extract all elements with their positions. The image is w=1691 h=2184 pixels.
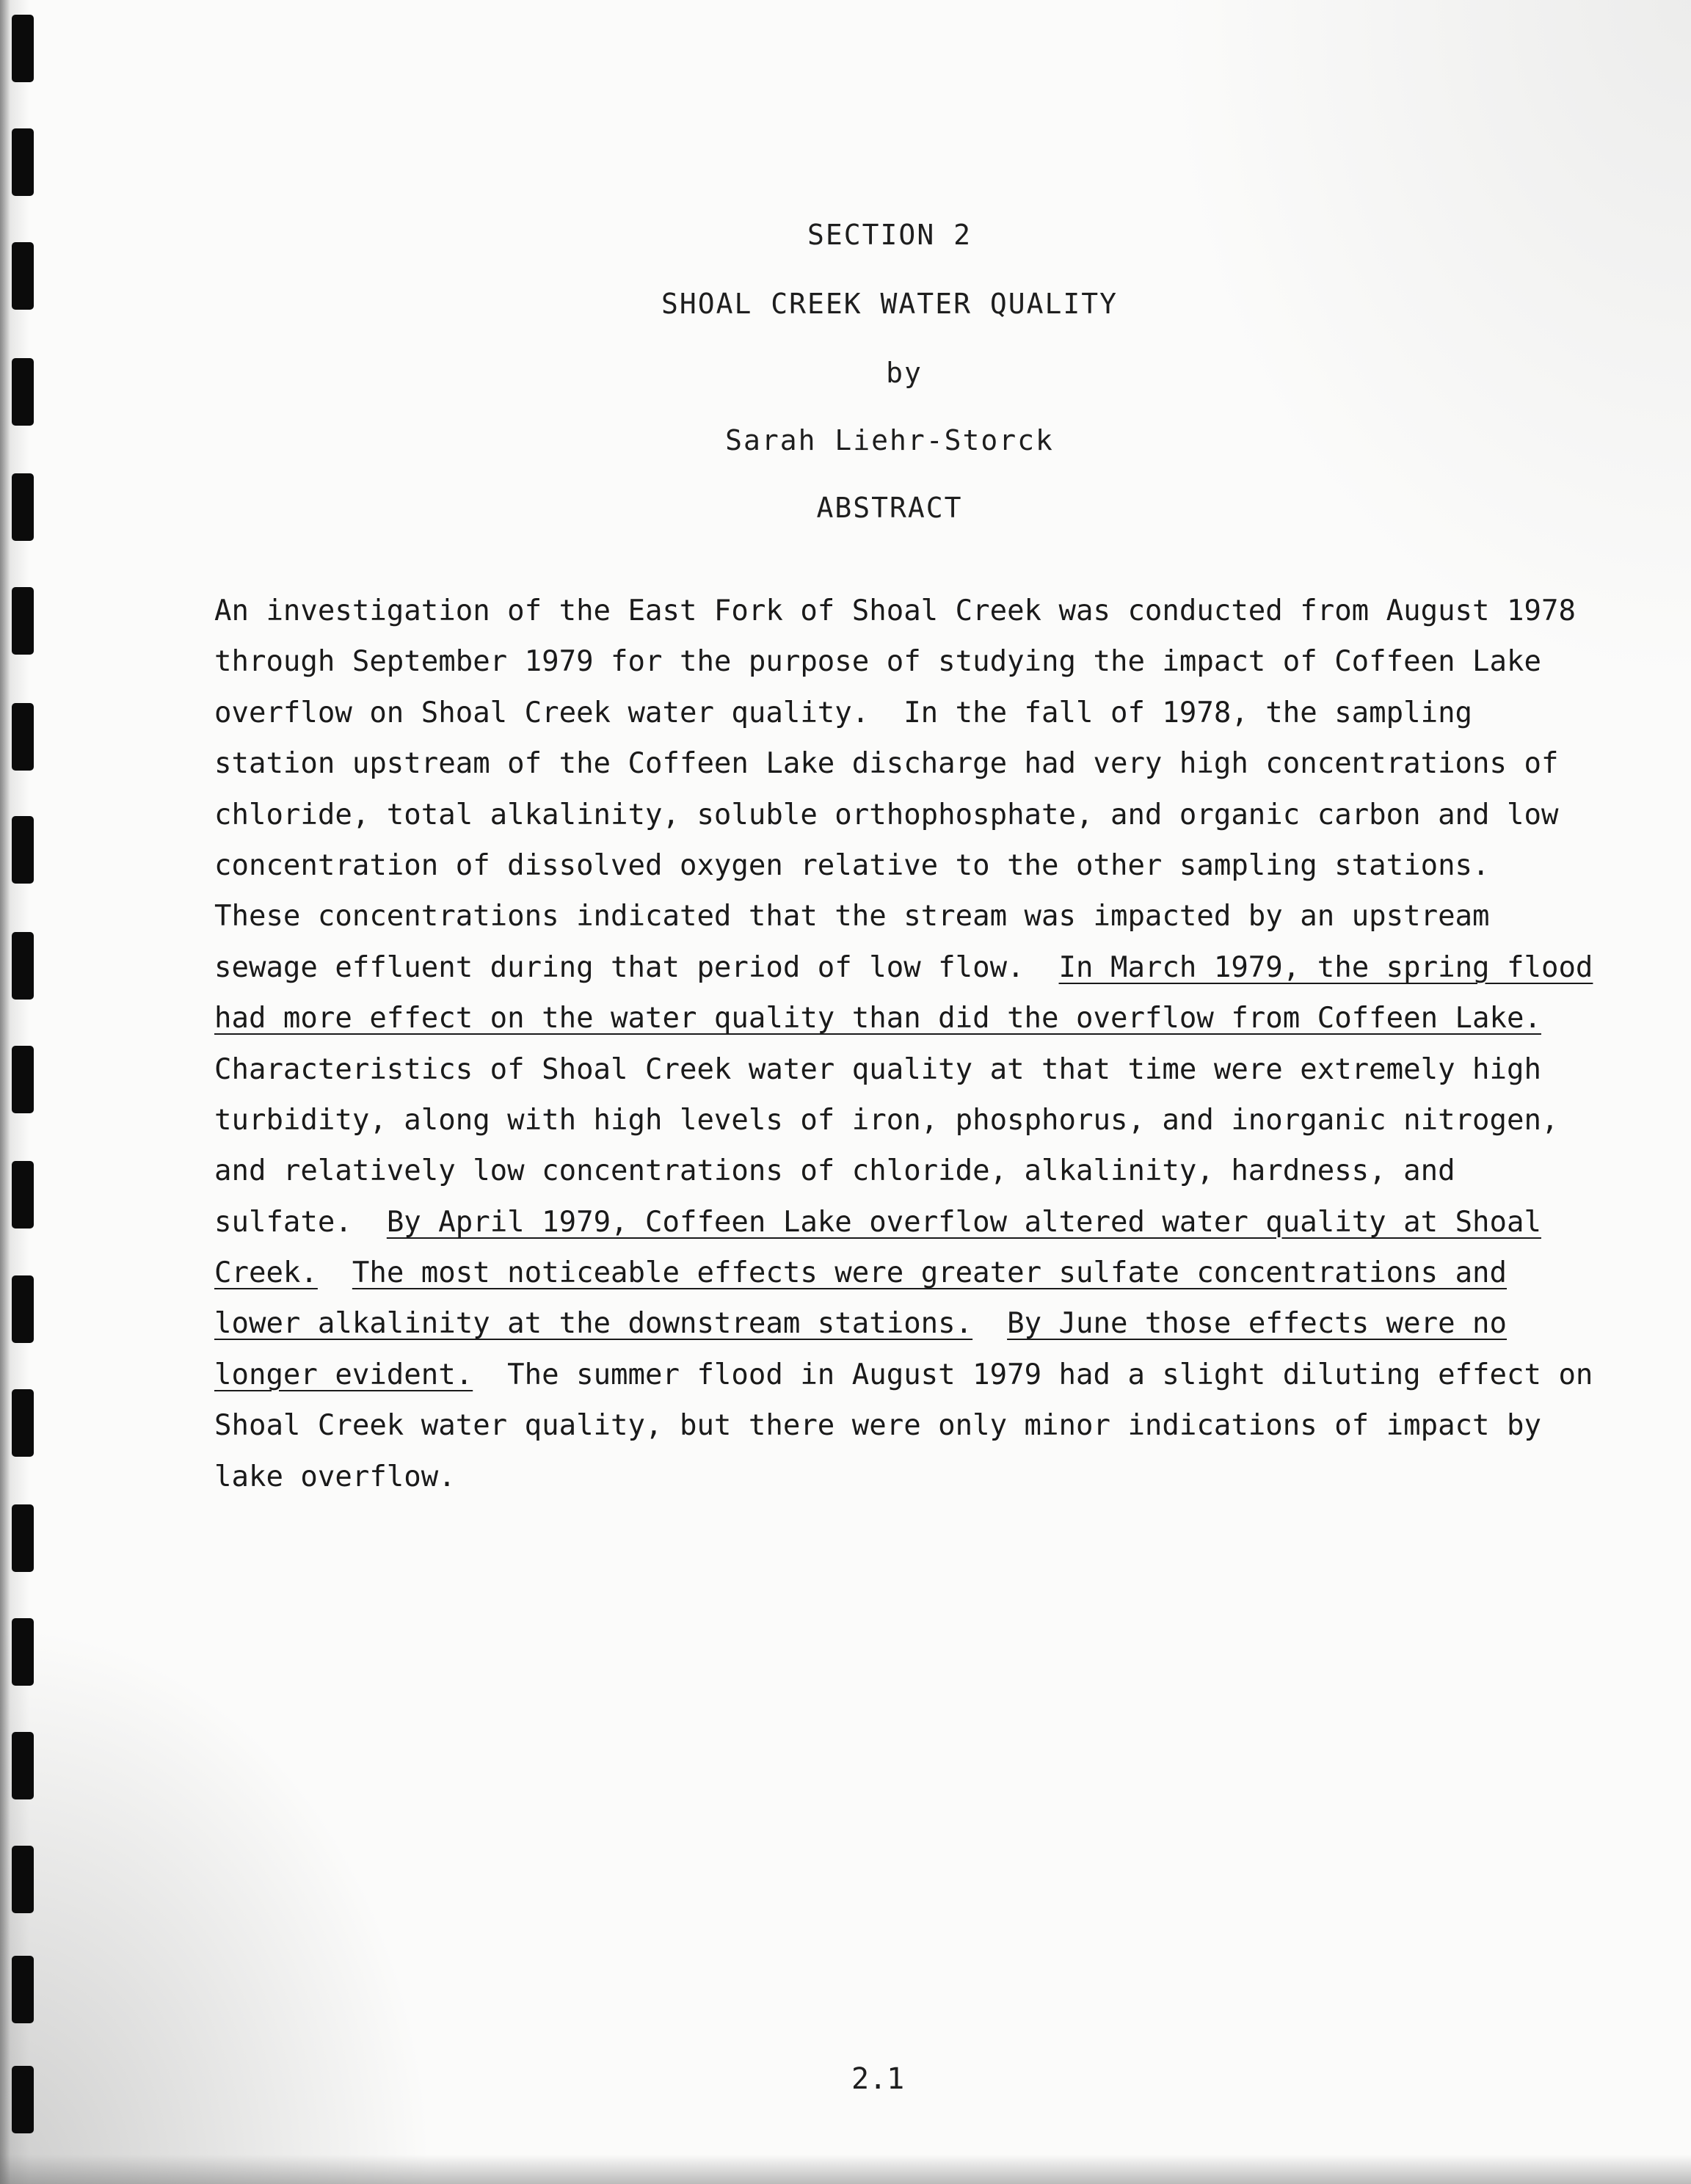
line-text: concentration of dissolved oxygen relative to the other sampling stations. <box>214 848 1490 882</box>
abstract-heading: ABSTRACT <box>816 492 963 524</box>
line-text: An investigation of the East Fork of Shoal Creek was conducted from August 1978 <box>214 594 1576 627</box>
line-text: and relatively low concentrations of chloride, alkalinity, hardness, and <box>214 1154 1455 1188</box>
abstract-line <box>214 840 1579 891</box>
abstract-line <box>214 1197 1579 1248</box>
line-text <box>972 1307 1007 1340</box>
abstract-line <box>214 942 1593 993</box>
binder-hole <box>12 703 34 771</box>
abstract-line <box>214 1248 1579 1298</box>
binder-hole <box>12 128 34 196</box>
binder-hole <box>12 473 34 541</box>
line-text: The summer flood in August 1979 had a slight diluting effect on <box>473 1358 1593 1391</box>
abstract-line <box>214 790 1579 840</box>
binder-hole <box>12 1956 34 2023</box>
abstract-line <box>214 636 1579 687</box>
binder-hole <box>12 1732 34 1799</box>
binder-hole <box>12 242 34 310</box>
line-text: chloride, total alkalinity, soluble orthophosphate, and organic carbon and low <box>214 798 1559 831</box>
binder-hole <box>12 1046 34 1113</box>
abstract-line <box>214 688 1579 738</box>
binder-hole <box>12 932 34 1000</box>
underlined-text: lower alkalinity at the downstream stations. <box>214 1307 973 1341</box>
abstract-line <box>214 1350 1593 1400</box>
page-number: 2.1 <box>851 2062 905 2096</box>
underlined-text: By April 1979, Coffeen Lake overflow altered water quality at Shoal <box>386 1205 1541 1239</box>
line-text: through September 1979 for the purpose of studying the impact of Coffeen Lake <box>214 645 1541 679</box>
abstract-line <box>214 586 1579 636</box>
line-text: These concentrations indicated that the stream was impacted by an upstream <box>214 900 1490 933</box>
underlined-text: longer evident. <box>214 1358 473 1391</box>
abstract-line <box>214 1146 1579 1196</box>
abstract-line <box>214 1298 1579 1349</box>
binder-hole <box>12 2066 34 2133</box>
line-text <box>318 1256 352 1289</box>
binder-hole <box>12 15 34 82</box>
author-name: Sarah Liehr-Storck <box>725 424 1054 456</box>
abstract-body <box>214 586 1593 1502</box>
underlined-text: had more effect on the water quality than did the overflow from Coffeen Lake. <box>214 1002 1541 1035</box>
line-text: lake overflow. <box>214 1460 456 1493</box>
underlined-text: In March 1979, the spring flood <box>1058 950 1593 984</box>
underlined-text: The most noticeable effects were greater sulfate concentrations and <box>352 1256 1508 1290</box>
binder-hole <box>12 1846 34 1913</box>
binder-hole <box>12 587 34 655</box>
page-title: SHOAL CREEK WATER QUALITY <box>661 288 1118 320</box>
abstract-line <box>214 1095 1579 1146</box>
line-text: sewage effluent during that period of low flow. <box>214 950 1059 984</box>
line-text: station upstream of the Coffeen Lake discharge had very high concentrations of <box>214 747 1559 781</box>
abstract-line <box>214 1452 1579 1502</box>
byline-label: by <box>886 357 923 389</box>
line-text: turbidity, along with high levels of iron, phosphorus, and inorganic nitrogen, <box>214 1103 1559 1137</box>
underlined-text: Creek. <box>214 1256 318 1290</box>
section-label: SECTION 2 <box>807 219 972 251</box>
binder-hole <box>12 358 34 426</box>
binder-hole <box>12 816 34 884</box>
bottom-edge-shadow <box>0 2155 1691 2184</box>
binder-holes <box>0 0 44 2184</box>
underlined-text: By June those effects were no <box>1007 1307 1508 1341</box>
abstract-line <box>214 738 1579 789</box>
abstract-line <box>214 1044 1579 1095</box>
binder-hole <box>12 1161 34 1228</box>
line-text: Shoal Creek water quality, but there were only minor indications of impact by <box>214 1409 1541 1443</box>
binder-hole <box>12 1618 34 1686</box>
line-text: Characteristics of Shoal Creek water quality at that time were extremely high <box>214 1052 1541 1086</box>
binder-hole <box>12 1504 34 1572</box>
abstract-line <box>214 1400 1579 1451</box>
binder-hole <box>12 1275 34 1343</box>
binder-hole <box>12 1389 34 1457</box>
abstract-line <box>214 891 1579 942</box>
line-text: sulfate. <box>214 1205 387 1239</box>
line-text: overflow on Shoal Creek water quality. In the fall of 1978, the sampling <box>214 696 1473 729</box>
abstract-line <box>214 993 1579 1044</box>
